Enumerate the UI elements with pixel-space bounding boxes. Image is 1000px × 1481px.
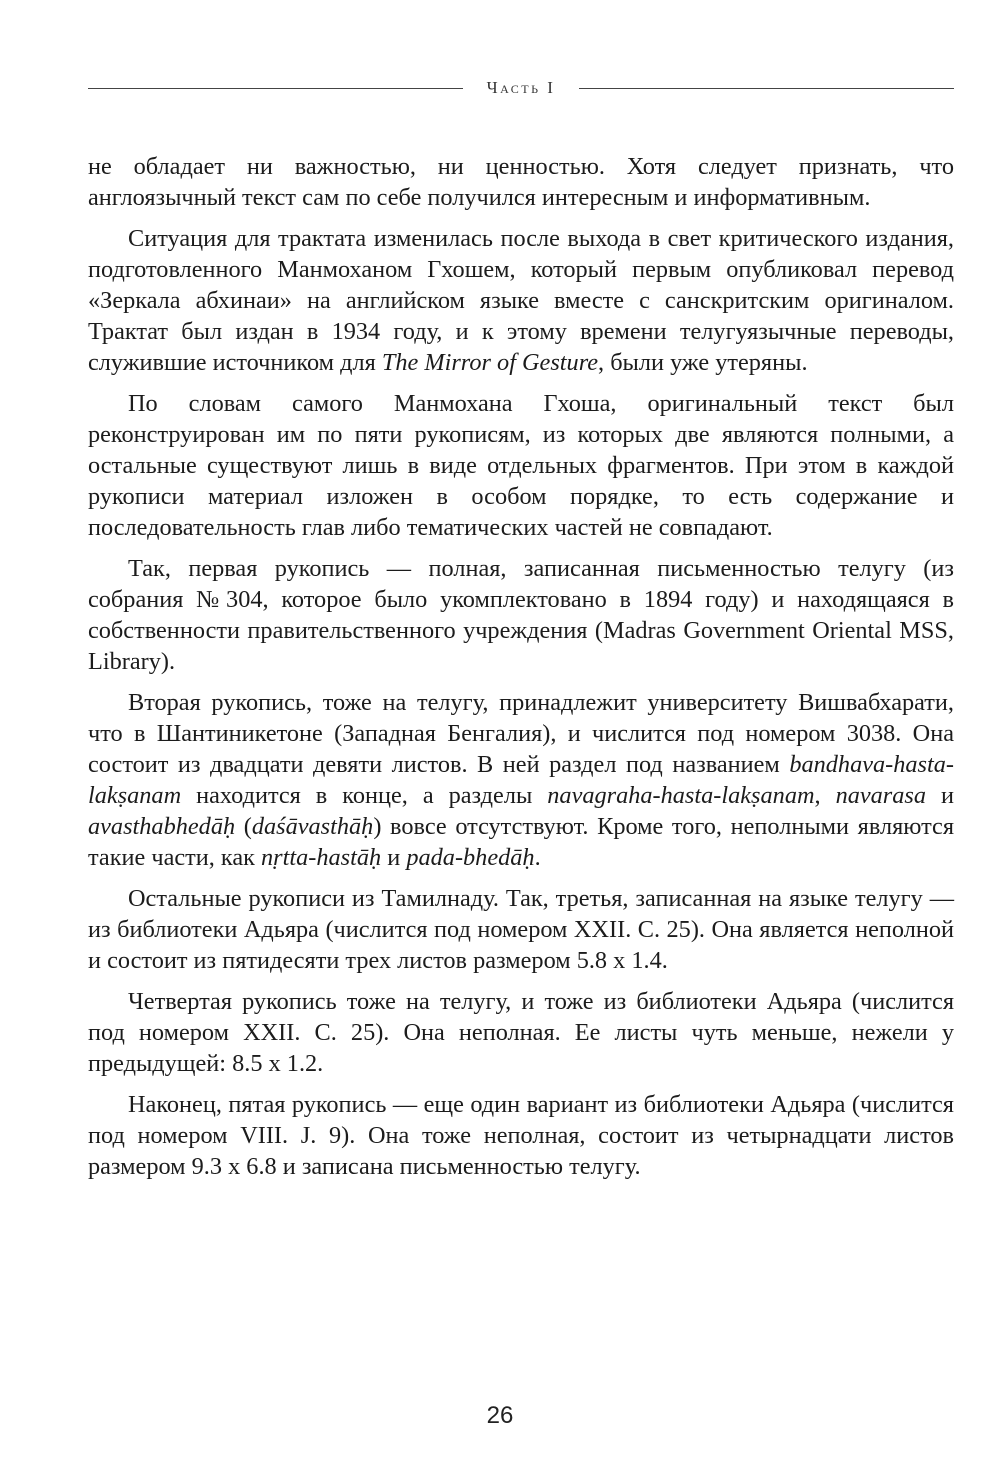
running-header — [88, 73, 954, 103]
paragraph-4: Так, первая рукопись — полная, записанная письменностью телугу (из собрания №304, которое было укомплектовано в 1894 году) и находящаяся в собственности правительственного учреждения (Madras Government Oriental MSS, Library). — [88, 555, 954, 675]
page-body — [88, 151, 954, 1192]
paragraph-8: Наконец, пятая рукопись — еще один вариант из библиотеки Адьяра (числится под номером VIII. J. 9). Она тоже неполная, состоит из четырнадцати листов размером 9.3 x 6.8 и записана письменностью телугу. — [88, 1091, 954, 1180]
header-title: Часть I — [486, 78, 556, 97]
paragraph-3: По словам самого Манмохана Гхоша, оригинальный текст был реконструирован им по пяти рукописям, из которых две являются полными, а остальные существуют лишь в виде отдельных фрагментов. При этом в каждой рукописи материал изложен в особом порядке, то есть содержание и последовательность глав либо тематических частей не совпадают. — [88, 390, 954, 541]
paragraph-7: Четвертая рукопись тоже на телугу, и тоже из библиотеки Адьяра (числится под номером XXII. C. 25). Она неполная. Ее листы чуть меньше, нежели у предыдущей: 8.5 x 1.2. — [88, 988, 954, 1077]
paragraph-2: Ситуация для трактата изменилась после выхода в свет критического издания, подготовленного Манмоханом Гхошем, который первым опубликовал перевод «Зеркала абхинаи» на английском языке вместе с санскритским оригиналом. Трактат был издан в 1934 году, и к этому времени телугуязычные переводы, служившие источником для The Mirror of Gesture, были уже утеряны. — [88, 225, 954, 376]
header-rule-left — [88, 88, 463, 89]
page-number: 26 — [486, 1402, 514, 1429]
paragraph-6: Остальные рукописи из Тамилнаду. Так, третья, записанная на языке телугу — из библиотеки Адьяра (числится под номером XXII. C. 25). Она является неполной и состоит из пятидесяти трех листов размером 5.8 x 1.4. — [88, 885, 954, 974]
header-rule-right — [579, 88, 954, 89]
paragraph-1: не обладает ни важностью, ни ценностью. Хотя следует признать, что англоязычный текст сам по себе получился интересным и информативным. — [88, 153, 954, 211]
paragraph-5: Вторая рукопись, тоже на телугу, принадлежит университету Вишвабхарати, что в Шантиникетоне (Западная Бенгалия), и числится под номером 3038. Она состоит из двадцати девяти листов. В ней раздел под названием bandhava-hasta-lakṣanam находится в конце, а разделы navagraha-hasta-lakṣanam, navarasa и avasthabhedāḥ (daśāvasthāḥ) вовсе отсутствуют. Кроме того, неполными являются такие части, как nṛtta-hastāḥ и pada-bhedāḥ. — [88, 689, 955, 871]
